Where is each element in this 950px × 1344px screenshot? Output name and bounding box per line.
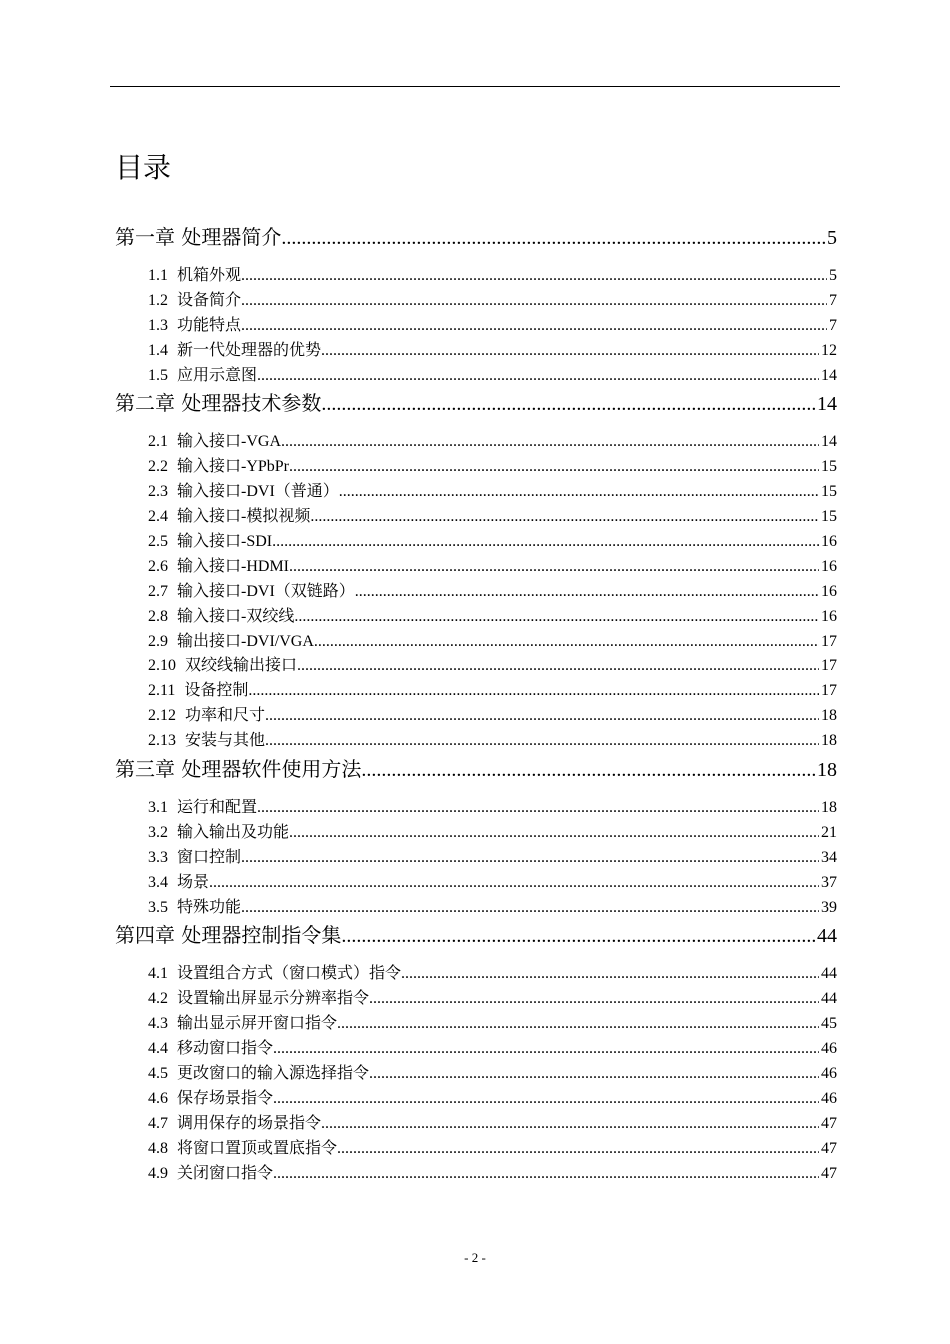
section-page: 15: [821, 483, 837, 501]
toc-section-entry[interactable]: [115, 1062, 837, 1087]
leader-dots: [241, 264, 827, 289]
leader-dots: [355, 580, 819, 605]
chapter-label: 第二章 处理器技术参数: [115, 391, 322, 416]
section-page: 18: [821, 732, 837, 750]
section-number: 1.3: [148, 316, 168, 334]
leader-dots: [273, 1162, 819, 1187]
toc-section-entry[interactable]: [115, 704, 837, 729]
leader-dots: [321, 389, 815, 419]
toc-section-entry[interactable]: [115, 962, 837, 987]
section-title: 调用保存的场景指令: [177, 1114, 322, 1132]
toc-section-entry[interactable]: [115, 1012, 837, 1037]
toc-section-entry[interactable]: [115, 430, 837, 455]
section-number: 2.13: [148, 732, 176, 750]
section-title: 移动窗口指令: [177, 1040, 274, 1058]
section-number: 2.12: [148, 707, 176, 725]
section-title: 场景: [177, 873, 210, 891]
section-title: 输出接口-DVI/VGA: [177, 632, 314, 650]
section-title: 将窗口置顶或置底指令: [177, 1139, 338, 1157]
leader-dots: [297, 654, 819, 679]
section-page: 15: [821, 458, 837, 476]
section-title: 安装与其他: [185, 732, 266, 750]
section-title: 设置组合方式（窗口模式）指令: [177, 965, 402, 983]
toc-section-entry[interactable]: [115, 679, 837, 704]
section-number: 4.3: [148, 1015, 168, 1033]
leader-dots: [241, 314, 827, 339]
toc-section-entry[interactable]: [115, 455, 837, 480]
section-page: 34: [821, 848, 837, 866]
section-page: 14: [821, 366, 837, 384]
toc-section-entry[interactable]: [115, 987, 837, 1012]
leader-dots: [265, 704, 819, 729]
leader-dots: [289, 455, 819, 480]
toc-chapter-entry[interactable]: [115, 920, 837, 950]
toc-section-entry[interactable]: [115, 555, 837, 580]
leader-dots: [241, 289, 827, 314]
leader-dots: [289, 821, 819, 846]
leader-dots: [314, 630, 819, 655]
section-title: 输出显示屏开窗口指令: [177, 1015, 338, 1033]
leader-dots: [369, 987, 819, 1012]
section-title: 输入接口-模拟视频: [177, 508, 311, 526]
leader-dots: [369, 1062, 819, 1087]
toc-section-entry[interactable]: [115, 364, 837, 389]
toc-section-entry[interactable]: [115, 530, 837, 555]
leader-dots: [281, 223, 825, 253]
section-title: 更改窗口的输入源选择指令: [177, 1065, 370, 1083]
section-number: 2.3: [148, 483, 168, 501]
leader-dots: [209, 871, 819, 896]
toc-section-entry[interactable]: [115, 1087, 837, 1112]
toc-section-entry[interactable]: [115, 821, 837, 846]
toc-section-entry[interactable]: [115, 630, 837, 655]
leader-dots: [341, 921, 815, 951]
section-page: 44: [821, 990, 837, 1008]
page-number: - 2 -: [464, 1250, 486, 1265]
toc-section-entry[interactable]: [115, 605, 837, 630]
toc-title: 目录: [115, 151, 172, 184]
section-title: 设置输出屏显示分辨率指令: [177, 990, 370, 1008]
section-title: 输入接口-HDMI: [177, 557, 289, 575]
leader-dots: [257, 796, 819, 821]
section-number: 4.6: [148, 1089, 168, 1107]
toc-section-entry[interactable]: [115, 1112, 837, 1137]
toc-section-entry[interactable]: [115, 1137, 837, 1162]
section-number: 1.2: [148, 291, 168, 309]
section-page: 17: [821, 682, 837, 700]
section-page: 39: [821, 898, 837, 916]
toc-section-entry[interactable]: [115, 729, 837, 754]
toc-chapter-entry[interactable]: [115, 754, 837, 784]
section-page: 5: [829, 267, 837, 284]
section-number: 1.5: [148, 366, 168, 384]
leader-dots: [310, 505, 819, 530]
header-rule: [110, 86, 840, 87]
section-number: 3.1: [148, 799, 168, 817]
section-page: 14: [821, 433, 837, 451]
section-title: 机箱外观: [177, 267, 242, 284]
section-title: 设备简介: [177, 291, 242, 309]
toc-section-entry[interactable]: [115, 480, 837, 505]
leader-dots: [337, 1012, 819, 1037]
section-page: 47: [821, 1164, 837, 1182]
leader-dots: [273, 1037, 819, 1062]
section-number: 1.4: [148, 341, 168, 359]
section-title: 保存场景指令: [177, 1089, 274, 1107]
section-page: 16: [821, 533, 837, 551]
chapter-page: 44: [817, 925, 837, 948]
section-page: 45: [821, 1015, 837, 1033]
section-page: 16: [821, 607, 837, 625]
toc-section-entry[interactable]: [115, 339, 837, 364]
leader-dots: [241, 896, 819, 921]
section-page: 16: [821, 582, 837, 600]
section-page: 16: [821, 557, 837, 575]
leader-dots: [339, 480, 819, 505]
section-page: 18: [821, 799, 837, 817]
section-number: 2.8: [148, 607, 168, 625]
section-page: 21: [821, 823, 837, 841]
leader-dots: [241, 846, 819, 871]
section-title: 窗口控制: [177, 848, 242, 866]
section-number: 4.2: [148, 990, 168, 1008]
section-number: 2.11: [148, 682, 176, 700]
leader-dots: [321, 1112, 819, 1137]
toc-section-entry[interactable]: [115, 846, 837, 871]
section-page: 47: [821, 1139, 837, 1157]
section-title: 输入接口-YPbPr: [177, 458, 290, 476]
section-number: 2.1: [148, 433, 168, 451]
section-page: 17: [821, 632, 837, 650]
leader-dots: [337, 1137, 819, 1162]
toc-chapter-entry[interactable]: [115, 388, 837, 418]
section-title: 输入接口-双绞线: [177, 607, 295, 625]
section-number: 2.5: [148, 533, 168, 551]
section-page: 47: [821, 1114, 837, 1132]
section-title: 输入接口-DVI（普通）: [177, 483, 339, 501]
toc-section-entry[interactable]: [115, 896, 837, 921]
section-title: 输入接口-VGA: [177, 433, 281, 451]
leader-dots: [289, 555, 819, 580]
toc-section-entry[interactable]: [115, 1162, 837, 1187]
leader-dots: [273, 1087, 819, 1112]
chapter-label: 第三章 处理器软件使用方法: [115, 757, 362, 782]
leader-dots: [401, 962, 819, 987]
section-number: 3.4: [148, 873, 168, 891]
section-page: 46: [821, 1089, 837, 1107]
section-title: 输入接口-SDI: [177, 533, 273, 551]
section-title: 新一代处理器的优势: [177, 341, 322, 359]
section-title: 双绞线输出接口: [185, 657, 298, 675]
section-page: 7: [829, 291, 837, 309]
section-title: 关闭窗口指令: [177, 1164, 274, 1182]
section-number: 4.7: [148, 1114, 168, 1132]
section-page: 37: [821, 873, 837, 891]
section-title: 功能特点: [177, 316, 242, 334]
section-number: 2.2: [148, 458, 168, 476]
leader-dots: [361, 755, 815, 785]
leader-dots: [294, 605, 819, 630]
section-number: 2.10: [148, 657, 176, 675]
toc-section-entry[interactable]: [115, 505, 837, 530]
section-page: 46: [821, 1065, 837, 1083]
toc-section-entry[interactable]: [115, 264, 837, 289]
toc-section-entry[interactable]: [115, 580, 837, 605]
section-title: 输入接口-DVI（双链路）: [177, 582, 355, 600]
toc-section-entry[interactable]: [115, 289, 837, 314]
toc-section-entry[interactable]: [115, 314, 837, 339]
toc-section-entry[interactable]: [115, 796, 837, 821]
section-number: 4.1: [148, 965, 168, 983]
section-title: 功率和尺寸: [185, 707, 266, 725]
section-title: 设备控制: [184, 682, 249, 700]
leader-dots: [272, 530, 819, 555]
section-number: 2.6: [148, 557, 168, 575]
leader-dots: [248, 679, 819, 704]
chapter-page: 18: [817, 759, 837, 782]
section-title: 输入输出及功能: [177, 823, 290, 841]
section-number: 2.4: [148, 508, 168, 526]
section-title: 应用示意图: [177, 366, 258, 384]
section-number: 4.5: [148, 1065, 168, 1083]
chapter-page: 5: [827, 227, 837, 249]
section-number: 3.2: [148, 823, 168, 841]
toc-section-entry[interactable]: [115, 871, 837, 896]
section-page: 46: [821, 1040, 837, 1058]
toc-chapter-entry[interactable]: [115, 222, 837, 252]
chapter-label: 第一章 处理器简介: [115, 225, 282, 249]
leader-dots: [257, 364, 819, 389]
toc-section-entry[interactable]: [115, 1037, 837, 1062]
table-of-contents: [115, 222, 837, 1187]
section-number: 2.7: [148, 582, 168, 600]
section-number: 4.8: [148, 1139, 168, 1157]
leader-dots: [281, 430, 819, 455]
section-page: 17: [821, 657, 837, 675]
section-page: 15: [821, 508, 837, 526]
chapter-page: 14: [817, 393, 837, 416]
section-number: 1.1: [148, 267, 168, 284]
section-number: 2.9: [148, 632, 168, 650]
chapter-label: 第四章 处理器控制指令集: [115, 923, 342, 948]
section-title: 特殊功能: [177, 898, 242, 916]
section-title: 运行和配置: [177, 799, 258, 817]
section-page: 7: [829, 316, 837, 334]
section-page: 12: [821, 341, 837, 359]
section-number: 4.9: [148, 1164, 168, 1182]
leader-dots: [265, 729, 819, 754]
section-page: 44: [821, 965, 837, 983]
section-number: 3.3: [148, 848, 168, 866]
section-number: 4.4: [148, 1040, 168, 1058]
section-page: 18: [821, 707, 837, 725]
leader-dots: [321, 339, 819, 364]
section-number: 3.5: [148, 898, 168, 916]
toc-section-entry[interactable]: [115, 654, 837, 679]
